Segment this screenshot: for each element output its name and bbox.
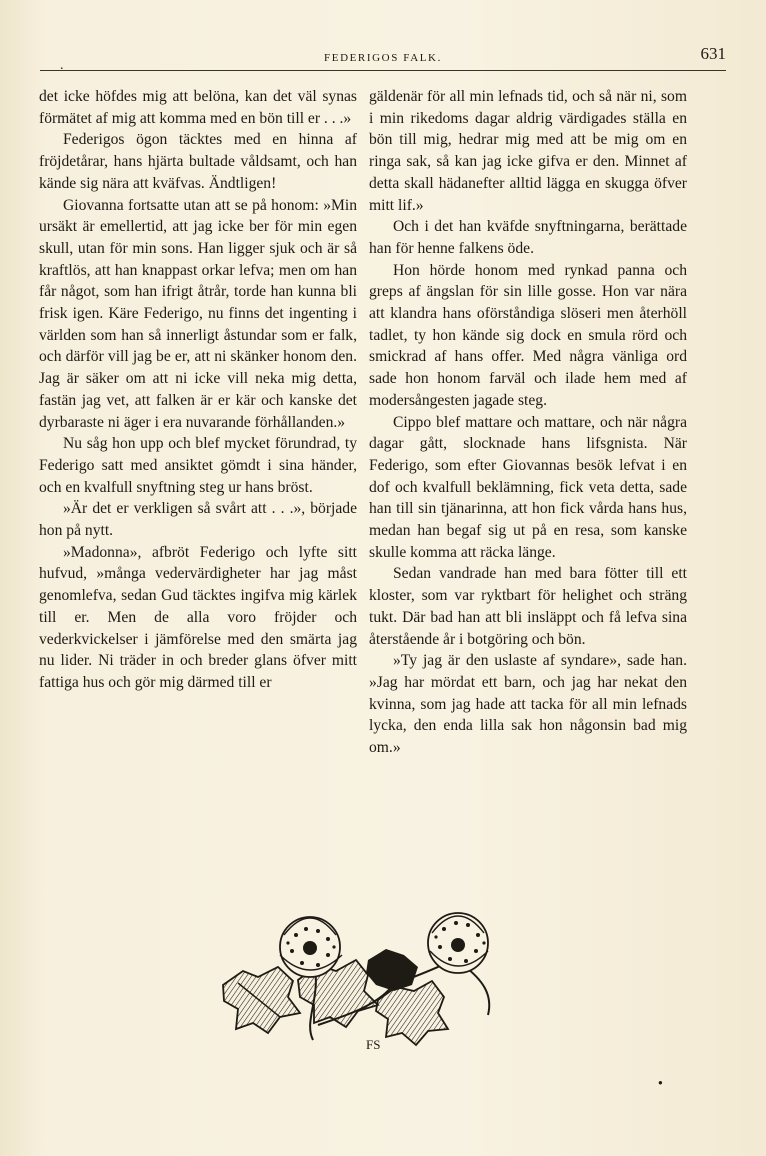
paragraph: Nu såg hon upp och blef mycket förundrad, ty Federigo satt med ansiktet gömdt i sina händer, och en kvalfull snyftning steg ur hans bröst. — [39, 435, 357, 496]
page-number: 631 — [700, 44, 726, 63]
leaf-dark — [366, 949, 418, 991]
paragraph: Sedan vandrade han med bara fötter till ett kloster, som var ryktbart för helighet och sträng tukt. Där bad han att bli insläppt och få lefva sina återstående år i botgöring och bön. — [369, 565, 687, 648]
paragraph: Giovanna fortsatte utan att se på honom: »Min ursäkt är emellertid, att jag icke ber för min egen skull, utan för min sons. Han ligger sjuk och är så kraftlös, att han knappast orkar lefva; men om han får något, som han ifrigt åtrår, torde han kunna bli frisk igen. Käre Federigo, nu finns det ingenting i världen som han så innerligt åstundar som er falk, och därför vill jag be er, att ni skänker honom den. Jag är säker om att ni icke vill neka mig detta, fastän jag vet, att falken är er kär och kanske det dyrbaraste ni äger i era nuvarande förhållanden.» — [39, 196, 357, 431]
flower-right — [428, 913, 488, 973]
paragraph: Hon hörde honom med rynkad panna och greps af ängslan för sin lille gosse. Hon var nära att klandra hans oförståndiga slöseri men återhöll tadlet, ty hon kände sig dock en smula rörd och smickrad af hans offer. Med några vänliga ord sade hon honom farväl och ilade hem med af modersångesten jagade steg. — [369, 261, 687, 409]
paragraph: »Ty jag är den uslaste af syndare», sade han. »Jag har mördat ett barn, och jag har nekat den kvinna, som jag hade att tacka för all min lefnads lycka, den enda lilla sak hon någonsin bad mig om.» — [369, 652, 687, 757]
paragraph: »Är det er verkligen så svårt att . . .», började hon på nytt. — [39, 500, 357, 540]
paragraph: Federigos ögon täcktes med en hinna af fröjdetårar, hans hjärta bultade våldsamt, och han kände sig nära att kväfvas. Ändtligen! — [39, 131, 357, 192]
ink-speck: ● — [658, 1078, 663, 1087]
paragraph: Och i det han kväfde snyftningarna, berättade han för henne falkens öde. — [369, 218, 687, 257]
paragraph: »Madonna», afbröt Federigo och lyfte sitt hufvud, »många vedervärdigheter har jag måst genomlefva, sedan Gud täcktes ingifva mig kärlek till er. Men de alla voro fröjder och vederkvickelser i jämförelse med den smärta jag nu lider. Ni träder in och breder glans öfver mitt fattiga hus och gör mig därmed till er — [39, 543, 357, 691]
running-title: FEDERIGOS FALK. — [324, 52, 442, 64]
header-dot: . — [60, 58, 64, 73]
paragraph: gäldenär för all min lefnads tid, och så när ni, som i min rikedoms dagar aldrig värdigades ställa en bön till mig, hedrar mig med att be mig om en ringa sak, så kan jag icke gifva er den. Minnet af detta skall hädanefter alltid lägga en skugga öfver mitt lif.» — [369, 88, 687, 214]
floral-ornament — [218, 905, 523, 1055]
page-header — [40, 44, 726, 71]
leaf-left — [223, 967, 300, 1033]
paragraph: Cippo blef mattare och mattare, och när några dagar gått, slocknade hans lifsgnista. När Federigo, som efter Giovannas besök lefvat i en dof och kvalfull beklämning, fick veta detta, sade han till sin tjänarinna, att hon fick vårda hans hus, medan han begaf sig ut på en resa, som kanske skulle komma att räcka länge. — [369, 413, 687, 561]
left-column — [39, 86, 357, 694]
paragraph: det icke höfdes mig att belöna, kan det väl synas förmätet af mig att komma med en bön till er . . .» — [39, 88, 357, 127]
ornament-monogram: FS — [366, 1037, 381, 1052]
flower-left — [280, 917, 342, 977]
right-column — [369, 86, 687, 759]
